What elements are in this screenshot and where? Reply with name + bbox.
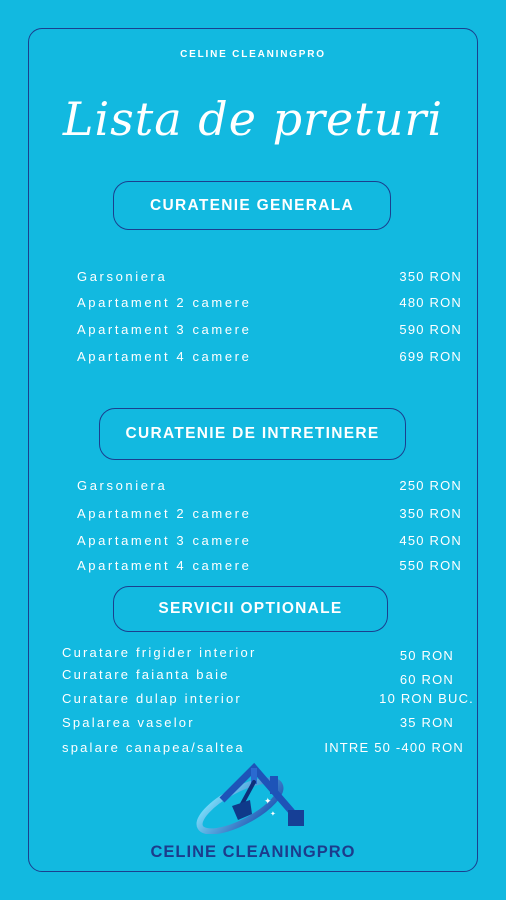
price-item-price: 699 RON <box>399 349 462 364</box>
house-broom-logo-icon <box>192 762 312 834</box>
price-item-price: 450 RON <box>399 533 462 548</box>
price-item-price: 480 RON <box>399 295 462 310</box>
price-item-name: Curatare frigider interior <box>62 645 257 660</box>
price-item-price: 60 RON <box>399 672 454 687</box>
brand-name-footer: CELINE CLEANINGPRO <box>150 843 356 861</box>
page-title: Lista de preturi <box>62 92 444 146</box>
price-item-price: 550 RON <box>399 558 462 573</box>
price-item-name: Apartament 3 camere <box>77 322 252 337</box>
price-item-name: Garsoniera <box>77 269 168 284</box>
price-item-price: 50 RON <box>399 648 454 663</box>
svg-text:✦: ✦ <box>264 797 272 807</box>
section-heading-optional-services: SERVICII OPTIONALE <box>113 586 388 632</box>
price-item-name: Apartamnet 2 camere <box>77 506 252 521</box>
price-item-name: Curatare dulap interior <box>62 691 242 706</box>
price-item-price: 10 RON BUC. <box>379 691 474 706</box>
section-heading-general-cleaning: CURATENIE GENERALA <box>113 181 391 230</box>
price-item-name: Garsoniera <box>77 478 168 493</box>
price-item-name: Apartament 2 camere <box>77 295 252 310</box>
price-item-price: 350 RON <box>399 506 462 521</box>
price-item-name: Apartament 3 camere <box>77 533 252 548</box>
price-item-price: INTRE 50 -400 RON <box>324 740 464 755</box>
price-item-price: 250 RON <box>399 478 462 493</box>
price-item-name: spalare canapea/saltea <box>62 740 245 755</box>
price-item-price: 350 RON <box>399 269 462 284</box>
price-item-price: 590 RON <box>399 322 462 337</box>
price-item-name: Apartament 4 camere <box>77 349 252 364</box>
brand-name-top: CELINE CLEANINGPRO <box>180 49 326 60</box>
section-heading-maintenance-cleaning: CURATENIE DE INTRETINERE <box>99 408 406 460</box>
price-item-name: Apartament 4 camere <box>77 558 252 573</box>
price-item-name: Spalarea vaselor <box>62 715 195 730</box>
svg-text:✦: ✦ <box>270 810 276 818</box>
price-item-price: 35 RON <box>399 715 454 730</box>
price-item-name: Curatare faianta baie <box>62 667 230 682</box>
